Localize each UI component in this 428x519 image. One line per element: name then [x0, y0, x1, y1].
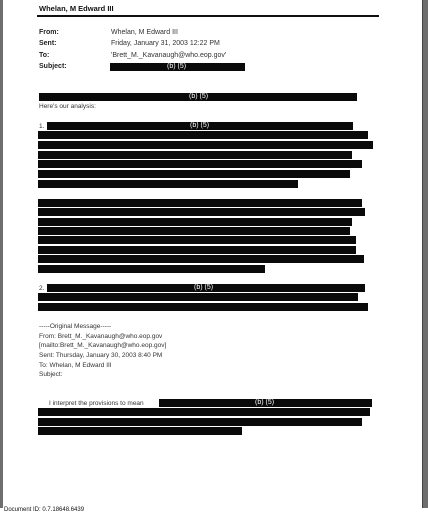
redaction-line	[38, 265, 265, 273]
redaction-line	[38, 151, 352, 159]
original-message-divider: -----Original Message-----	[39, 323, 112, 330]
to-label: To:	[39, 52, 50, 59]
original-to: To: Whelan, M Edward III	[39, 362, 112, 369]
redaction-line	[38, 160, 362, 168]
item2-redaction	[47, 284, 365, 292]
original-from: From: Brett_M._Kavanaugh@who.eop.gov	[39, 333, 163, 340]
intro-redaction	[39, 93, 357, 101]
document-id: Document ID: 0.7.18648.6439	[4, 507, 85, 513]
sent-value: Friday, January 31, 2003 12:22 PM	[111, 40, 220, 47]
subject-redaction-label: (b) (5)	[167, 63, 187, 70]
redaction-line	[38, 141, 373, 149]
redaction-line	[38, 227, 350, 235]
redaction-line	[38, 246, 356, 254]
redaction-line	[38, 218, 352, 226]
item1-redaction-label: (b) (5)	[190, 122, 210, 129]
redaction-line	[38, 180, 298, 188]
item2-redaction-label: (b) (5)	[194, 284, 214, 291]
redaction-line	[38, 208, 365, 216]
from-value: Whelan, M Edward III	[111, 29, 178, 36]
interpret-redaction-label: (b) (5)	[255, 399, 275, 406]
item1-redaction	[47, 122, 353, 130]
redaction-line	[38, 418, 362, 426]
redaction-line	[38, 199, 362, 207]
interpret-redaction	[159, 399, 372, 407]
sent-label: Sent:	[39, 40, 57, 47]
original-sent: Sent: Thursday, January 30, 2003 8:40 PM	[39, 352, 163, 359]
redaction-line	[38, 236, 356, 244]
intro-redaction-label: (b) (5)	[189, 93, 209, 100]
document-title: Whelan, M Edward III	[39, 4, 114, 13]
item1-number: 1.	[39, 123, 45, 130]
original-subject: Subject:	[39, 371, 63, 378]
from-label: From:	[39, 29, 59, 36]
interpret-text: I interpret the provisions to mean	[49, 400, 144, 407]
redaction-line	[38, 255, 364, 263]
redaction-line	[38, 293, 358, 301]
subject-label: Subject:	[39, 63, 67, 70]
to-value: 'Brett_M._Kavanaugh@who.eop.gov'	[111, 52, 227, 59]
redaction-line	[38, 131, 368, 139]
title-rule	[37, 15, 379, 17]
redaction-line	[38, 408, 370, 416]
redaction-line	[38, 303, 368, 311]
original-mailto: [mailto:Brett_M._Kavanaugh@who.eop.gov]	[39, 342, 167, 349]
item2-number: 2.	[39, 285, 45, 292]
redaction-line	[38, 427, 242, 435]
redaction-line	[38, 170, 350, 178]
analysis-text: Here's our analysis:	[39, 103, 96, 110]
subject-redaction	[110, 63, 245, 71]
